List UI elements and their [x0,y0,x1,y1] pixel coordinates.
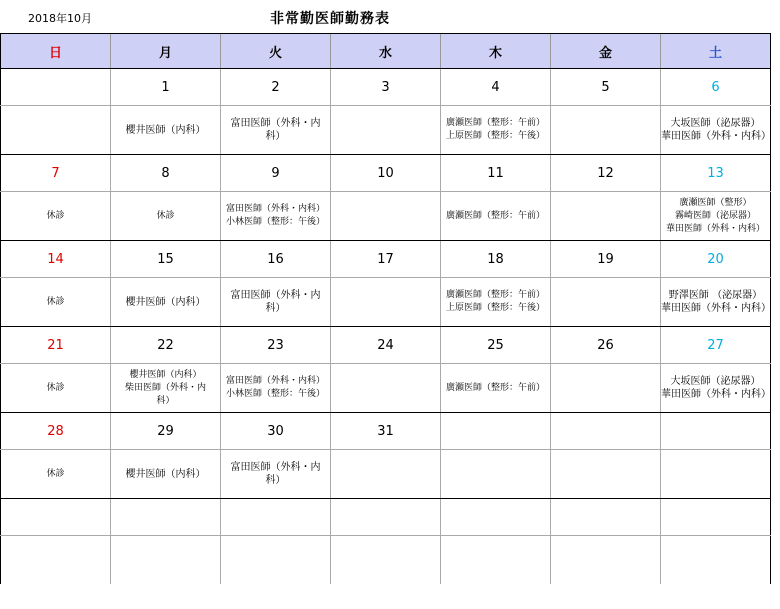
doctor-entry: 上原医師（整形：午後） [445,131,545,141]
day-number-cell [441,499,551,536]
weekday-sun: 日 [1,34,111,69]
schedule-cell [221,106,331,155]
week-entry-row [1,450,771,499]
schedule-cell [111,450,221,499]
week-entry-row [1,364,771,413]
doctor-entry: 廣瀬医師（整形：午前） [445,210,545,221]
day-number-cell: 18 [441,241,551,278]
schedule-cell [551,106,661,155]
week-entry-row [1,278,771,327]
schedule-cell [221,364,331,413]
schedule-cell [1,364,111,413]
doctor-entry: 櫻井医師（内科） [125,296,206,308]
week-day-row [1,69,771,106]
day-number-cell: 8 [111,155,221,192]
day-number-cell [441,413,551,450]
day-number-cell: 20 [661,241,771,278]
weekday-header-row [1,34,771,69]
month-label: 2018年10月 [28,12,92,25]
schedule-cell [1,450,111,499]
day-number-cell: 9 [221,155,331,192]
day-number-cell [1,69,111,106]
day-number-cell: 4 [441,69,551,106]
doctor-entry: 科） [265,475,286,486]
schedule-cell [661,192,771,241]
schedule-cell [661,536,771,585]
schedule-cell [1,106,111,155]
doctor-entry: 華田医師（外科・内科） [661,389,771,400]
day-number-cell [221,499,331,536]
day-number-cell: 17 [331,241,441,278]
page-title: 非常勤医師勤務表 [270,11,390,27]
schedule-cell [111,106,221,155]
day-number-cell: 16 [221,241,331,278]
schedule-cell [551,192,661,241]
schedule-cell [111,364,221,413]
weekday-thu: 木 [441,34,551,69]
schedule-cell [661,364,771,413]
day-number-cell: 7 [1,155,111,192]
week-day-row [1,241,771,278]
day-number-cell: 29 [111,413,221,450]
doctor-entry: 富田医師（外科・内科） [225,376,325,386]
week-day-row [1,327,771,364]
day-number-cell [661,413,771,450]
schedule-cell [331,536,441,585]
day-number-cell: 14 [1,241,111,278]
doctor-entry: 上原医師（整形：午後） [445,303,545,313]
doctor-entry: 富田医師（外科・内 [230,290,321,301]
day-number-cell: 1 [111,69,221,106]
doctor-entry: 科） [265,131,286,142]
doctor-entry: 華田医師（外科・内科） [661,131,771,142]
day-number-cell: 6 [661,69,771,106]
day-number-cell [551,413,661,450]
doctor-entry: 華田医師（外科・内科） [661,303,771,314]
doctor-entry: 廣瀬医師（整形：午前） [445,290,545,300]
doctor-entry: 富田医師（外科・内 [230,118,321,129]
doctor-entry: 休診 [46,382,65,393]
schedule-cell [221,278,331,327]
schedule-cell [441,364,551,413]
doctor-entry: 小林医師（整形：午後） [225,217,325,227]
schedule-cell [331,106,441,155]
week-entry-row [1,106,771,155]
doctor-entry: 廣瀬医師（整形） [679,197,752,208]
day-number-cell: 3 [331,69,441,106]
weekday-fri: 金 [551,34,661,69]
schedule-cell [331,278,441,327]
schedule-cell [221,450,331,499]
schedule-cell [331,364,441,413]
doctor-entry: 霧崎医師（泌尿器） [674,210,756,221]
day-number-cell: 27 [661,327,771,364]
doctor-entry: 休診 [46,468,65,479]
weekday-tue: 火 [221,34,331,69]
day-number-cell: 15 [111,241,221,278]
day-number-cell: 23 [221,327,331,364]
day-number-cell: 13 [661,155,771,192]
day-number-cell: 21 [1,327,111,364]
schedule-cell [221,192,331,241]
schedule-cell [551,536,661,585]
day-number-cell: 11 [441,155,551,192]
doctor-entry: 大坂医師（泌尿器） [670,118,761,129]
doctor-entry: 櫻井医師（内科） [125,124,206,136]
week-day-row [1,155,771,192]
schedule-cell [441,278,551,327]
doctor-entry: 櫻井医師（内科） [125,468,206,480]
calendar-body [1,69,771,585]
schedule-cell [331,450,441,499]
doctor-entry: 科） [156,395,175,406]
week-entry-row [1,192,771,241]
day-number-cell [331,499,441,536]
day-number-cell: 2 [221,69,331,106]
day-number-cell [1,499,111,536]
doctor-entry: 科） [265,303,286,314]
day-number-cell: 28 [1,413,111,450]
day-number-cell: 24 [331,327,441,364]
schedule-cell [441,192,551,241]
weekday-mon: 月 [111,34,221,69]
day-number-cell [111,499,221,536]
schedule-cell [551,450,661,499]
schedule-cell [551,364,661,413]
doctor-entry: 休診 [46,296,65,307]
schedule-cell [551,278,661,327]
schedule-cell [661,106,771,155]
week-day-row [1,499,771,536]
doctor-entry: 富田医師（外科・内 [230,462,321,473]
schedule-cell [1,278,111,327]
day-number-cell: 31 [331,413,441,450]
schedule-cell [661,450,771,499]
week-day-row [1,413,771,450]
day-number-cell [551,499,661,536]
day-number-cell: 30 [221,413,331,450]
schedule-cell [441,106,551,155]
doctor-entry: 大坂医師（泌尿器） [670,376,761,387]
day-number-cell: 19 [551,241,661,278]
doctor-entry: 野澤医師 （泌尿器） [668,290,763,301]
doctor-entry: 休診 [156,210,175,221]
schedule-cell [1,536,111,585]
day-number-cell: 10 [331,155,441,192]
doctor-entry: 休診 [46,210,65,221]
schedule-cell [331,192,441,241]
day-number-cell [661,499,771,536]
schedule-cell [441,450,551,499]
day-number-cell: 26 [551,327,661,364]
day-number-cell: 12 [551,155,661,192]
week-entry-row [1,536,771,585]
day-number-cell: 22 [111,327,221,364]
doctor-entry: 櫻井医師（内科） [129,369,202,380]
doctor-entry: 華田医師（外科・内科） [665,223,765,234]
schedule-cell [661,278,771,327]
day-number-cell: 5 [551,69,661,106]
weekday-sat: 土 [661,34,771,69]
schedule-cell [111,536,221,585]
schedule-cell [111,192,221,241]
doctor-entry: 廣瀬医師（整形：午前） [445,382,545,393]
schedule-cell [111,278,221,327]
schedule-cell [221,536,331,585]
calendar-table [0,33,771,584]
doctor-entry: 廣瀬医師（整形：午前） [445,118,545,128]
doctor-entry: 柴田医師（外科・内 [124,382,206,393]
weekday-wed: 水 [331,34,441,69]
doctor-entry: 小林医師（整形：午後） [225,389,325,399]
day-number-cell: 25 [441,327,551,364]
schedule-cell [441,536,551,585]
schedule-cell [1,192,111,241]
doctor-entry: 富田医師（外科・内科） [225,204,325,214]
